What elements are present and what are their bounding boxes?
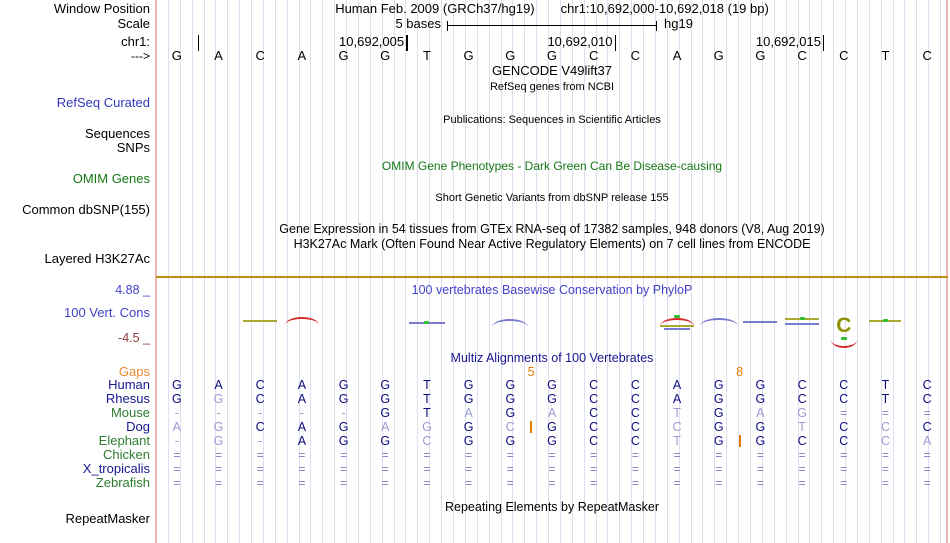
alignment-cell: G (755, 420, 766, 434)
species-label-mouse[interactable]: Mouse (110, 405, 150, 420)
alignment-cell: C (589, 392, 599, 406)
alignment-cell: C (505, 420, 515, 434)
strand-arrow-label: ---> (131, 49, 150, 63)
alignment-cell: G (171, 392, 182, 406)
alignment-cell: = (506, 448, 514, 462)
alignment-cell: = (298, 448, 306, 462)
alignment-cell: = (173, 462, 181, 476)
scale-label: Scale (117, 16, 150, 31)
alignment-cell: = (840, 448, 848, 462)
alignment-cell: = (881, 448, 889, 462)
alignment-cell: G (505, 378, 516, 392)
base-letter: A (297, 48, 307, 63)
mark-layer-bar (785, 323, 819, 325)
species-label-human[interactable]: Human (108, 377, 150, 392)
alignment-cell: G (463, 434, 474, 448)
alignment-cell: C (255, 392, 265, 406)
alignment-cell: C (839, 392, 849, 406)
base-letter: G (171, 48, 182, 63)
publications-title[interactable]: Publications: Sequences in Scientific Articles (443, 114, 661, 126)
alignment-cell: C (797, 378, 807, 392)
alignment-cell: C (922, 392, 932, 406)
alignment-cell: G (755, 378, 766, 392)
alignment-cell: C (630, 392, 640, 406)
alignment-cell: C (797, 392, 807, 406)
alignment-cell: C (880, 434, 890, 448)
base-letter: C (797, 48, 807, 63)
alignment-cell: G (338, 420, 349, 434)
alignment-cell: - (174, 434, 179, 448)
alignment-cell: = (423, 448, 431, 462)
mark-layer-dot (800, 317, 805, 320)
alignment-cell: C (630, 434, 640, 448)
alignment-cell: = (215, 476, 223, 490)
alignment-cell: G (755, 392, 766, 406)
window-position-label: Window Position (53, 1, 150, 16)
alignment-cell: G (213, 392, 224, 406)
mark-layer-bar (660, 325, 694, 327)
alignment-cell: - (174, 406, 179, 420)
alignment-cell: C (589, 434, 599, 448)
alignment-cell: = (923, 476, 931, 490)
alignment-cell: = (465, 462, 473, 476)
alignment-cell: A (381, 420, 390, 434)
scale-genome-label: hg19 (664, 16, 693, 31)
base-letter: A (214, 48, 223, 63)
refseq-curated-label[interactable]: RefSeq Curated (56, 95, 150, 110)
alignment-cell: A (672, 392, 682, 406)
alignment-cell: C (255, 420, 265, 434)
repeatmasker-label[interactable]: RepeatMasker (65, 511, 150, 526)
base-letter: G (755, 48, 766, 63)
h3k27ac-sub-title[interactable]: H3K27Ac Mark (Often Found Near Active Regulatory Elements) on 7 cell lines from ENCODE (293, 237, 811, 251)
alignment-cell: T (423, 392, 431, 406)
species-label-chicken[interactable]: Chicken (103, 447, 150, 462)
alignment-cell: - (258, 434, 263, 448)
base-letter: C (588, 48, 599, 63)
mark-layer-arcup (492, 319, 528, 327)
mark-layer-dot (424, 321, 429, 324)
cons-max-label: 4.88 _ (115, 283, 150, 297)
alignment-cell: G (463, 392, 474, 406)
alignment-cell: = (923, 462, 931, 476)
alignment-cell: = (590, 448, 598, 462)
alignment-cell: C (630, 420, 640, 434)
alignment-cell: T (798, 420, 806, 434)
alignment-cell: = (715, 476, 723, 490)
base-letter: G (380, 48, 391, 63)
alignment-cell: = (798, 476, 806, 490)
alignment-cell: = (756, 476, 764, 490)
mark-layer-char: C (836, 314, 852, 337)
alignment-cell: G (505, 434, 516, 448)
alignment-cell: C (630, 378, 640, 392)
alignment-cell: G (505, 392, 516, 406)
alignment-cell: C (922, 420, 932, 434)
multiz-title[interactable]: Multiz Alignments of 100 Vertebrates (450, 351, 654, 365)
gap-size-number: 5 (527, 365, 535, 379)
alignment-cell: = (590, 462, 598, 476)
alignment-cell: G (380, 392, 391, 406)
chr1-label: chr1: (121, 34, 150, 49)
alignment-cell: = (340, 448, 348, 462)
cons-min-label: -4.5 _ (118, 331, 150, 345)
h3k27ac-baseline (156, 276, 948, 278)
alignment-cell: G (380, 434, 391, 448)
alignment-cell: - (258, 406, 263, 420)
base-letter: C (630, 48, 641, 63)
alignment-cell: G (547, 434, 557, 448)
base-letter: C (255, 48, 265, 63)
alignment-cell: T (673, 406, 681, 420)
ruler-tick-label: 10,692,010 (547, 34, 613, 49)
alignment-cell: C (839, 378, 849, 392)
dbsnp-sub-title[interactable]: Short Genetic Variants from dbSNP release 155 (435, 192, 669, 204)
base-letter: T (881, 48, 890, 63)
alignment-cell: = (881, 476, 889, 490)
alignment-cell: = (423, 476, 431, 490)
alignment-cell: = (881, 406, 889, 420)
alignment-cell: G (797, 406, 807, 420)
omim-phenotypes-title[interactable]: OMIM Gene Phenotypes - Dark Green Can Be Disease-causing (381, 159, 723, 173)
base-letter: C (922, 48, 932, 63)
alignment-cell: A (756, 406, 765, 420)
species-label-elephant[interactable]: Elephant (98, 433, 150, 448)
alignment-cell: = (631, 462, 639, 476)
alignment-cell: - (341, 406, 346, 420)
alignment-cell: G (713, 378, 724, 392)
mark-layer-arcup (700, 318, 738, 326)
alignment-cell: G (505, 406, 516, 420)
alignment-cell: G (713, 392, 724, 406)
alignment-cell: = (465, 476, 473, 490)
alignment-cell: C (255, 378, 265, 392)
alignment-cell: - (299, 406, 304, 420)
assembly-title: Human Feb. 2009 (GRCh37/hg19) (335, 1, 535, 16)
mark-layer-arcdown (831, 340, 857, 348)
alignment-cell: = (756, 462, 764, 476)
base-letter: G (505, 48, 516, 63)
scale-bases-label: 5 bases (395, 16, 441, 31)
alignment-cell: = (256, 476, 264, 490)
base-letter: G (338, 48, 349, 63)
species-label-zebrafish[interactable]: Zebrafish (95, 475, 150, 490)
phylop-title[interactable]: 100 vertebrates Basewise Conservation by PhyloP (411, 283, 693, 297)
alignment-cell: G (213, 434, 224, 448)
alignment-cell: = (673, 462, 681, 476)
alignment-cell: A (297, 420, 307, 434)
alignment-cell: = (256, 462, 264, 476)
alignment-cell: G (380, 378, 391, 392)
mark-layer-arcup (285, 317, 319, 325)
alignment-cell: G (755, 434, 766, 448)
alignment-cell: = (798, 462, 806, 476)
alignment-cell: G (213, 420, 224, 434)
alignment-cell: = (840, 462, 848, 476)
alignment-cell: C (922, 378, 932, 392)
alignment-cell: = (715, 448, 723, 462)
alignment-cell: = (506, 462, 514, 476)
alignment-cell: G (422, 420, 432, 434)
gencode-title[interactable]: GENCODE V49lift37 (492, 63, 612, 78)
alignment-cell: = (590, 476, 598, 490)
alignment-cell: G (713, 406, 724, 420)
species-label-rhesus[interactable]: Rhesus (105, 391, 150, 406)
insert-marker-dog (530, 421, 532, 433)
alignment-cell: G (338, 378, 349, 392)
alignment-cell: G (547, 378, 557, 392)
base-letter: G (546, 48, 558, 63)
alignment-cell: = (173, 476, 181, 490)
alignment-cell: A (297, 434, 307, 448)
alignment-cell: = (840, 406, 848, 420)
alignment-cell: = (423, 462, 431, 476)
alignment-cell: G (171, 378, 182, 392)
alignment-cell: = (548, 476, 556, 490)
mark-layer-bar (664, 328, 690, 330)
alignment-cell: A (922, 434, 932, 448)
alignment-cell: G (463, 378, 474, 392)
alignment-cell: A (297, 392, 307, 406)
alignment-cell: C (630, 406, 640, 420)
alignment-cell: C (589, 378, 599, 392)
alignment-cell: = (548, 448, 556, 462)
vert-cons-label[interactable]: 100 Vert. Cons (64, 305, 150, 320)
alignment-cell: C (672, 420, 682, 434)
alignment-cell: A (672, 378, 682, 392)
layered-h3k27ac-label[interactable]: Layered H3K27Ac (44, 251, 150, 266)
alignment-cell: C (589, 420, 599, 434)
alignment-cell: A (297, 378, 307, 392)
alignment-cell: = (173, 448, 181, 462)
alignment-cell: = (631, 448, 639, 462)
gtex-title[interactable]: Gene Expression in 54 tissues from GTEx RNA-seq of 17382 samples, 948 donors (V8, Aug 2019) (279, 222, 825, 236)
position-title: chr1:10,692,000-10,692,018 (19 bp) (560, 1, 769, 16)
omim-genes-label[interactable]: OMIM Genes (72, 171, 150, 186)
insert-marker-elephant (739, 435, 741, 447)
alignment-cell: G (338, 392, 349, 406)
base-letter: A (672, 48, 682, 63)
alignment-cell: G (713, 434, 724, 448)
alignment-cell: = (340, 462, 348, 476)
alignment-cell: = (506, 476, 514, 490)
mark-layer-bar (743, 321, 777, 323)
base-letter: G (713, 48, 724, 63)
alignment-cell: A (464, 406, 473, 420)
snps-label[interactable]: SNPs (116, 140, 150, 155)
alignment-cell: = (673, 448, 681, 462)
alignment-cell: T (881, 378, 890, 392)
alignment-cell: = (340, 476, 348, 490)
alignment-cell: = (381, 462, 389, 476)
alignment-cell: = (923, 406, 931, 420)
alignment-cell: = (215, 462, 223, 476)
alignment-cell: = (548, 462, 556, 476)
alignment-cell: C (589, 406, 599, 420)
alignment-cell: = (631, 476, 639, 490)
alignment-cell: = (298, 476, 306, 490)
alignment-cell: = (215, 448, 223, 462)
alignment-cell: C (839, 420, 849, 434)
alignment-cell: = (381, 476, 389, 490)
alignment-cell: = (798, 448, 806, 462)
common-dbsnp-label[interactable]: Common dbSNP(155) (22, 202, 150, 217)
alignment-cell: = (673, 476, 681, 490)
alignment-cell: G (547, 420, 557, 434)
base-letter: C (839, 48, 849, 63)
alignment-cell: - (216, 406, 221, 420)
sequences-label[interactable]: Sequences (84, 126, 150, 141)
ruler-tick-label: 10,692,005 (339, 34, 405, 49)
alignment-cell: T (881, 392, 890, 406)
ruler-tick-label: 10,692,015 (755, 34, 821, 49)
species-label-dog[interactable]: Dog (126, 419, 150, 434)
alignment-cell: C (422, 434, 432, 448)
alignment-cell: G (380, 406, 391, 420)
alignment-cell: = (465, 448, 473, 462)
alignment-cell: = (298, 462, 306, 476)
alignment-cell: G (463, 420, 474, 434)
alignment-cell: G (547, 392, 557, 406)
alignment-cell: A (547, 406, 557, 420)
scale-bar (447, 21, 657, 31)
refseq-sub-title[interactable]: RefSeq genes from NCBI (489, 81, 615, 93)
alignment-cell: = (256, 448, 264, 462)
alignment-cell: = (923, 448, 931, 462)
alignment-cell: A (172, 420, 181, 434)
base-letter: T (422, 48, 431, 63)
mark-layer-dot (883, 319, 888, 322)
header-line (156, 2, 948, 16)
alignment-cell: G (338, 434, 349, 448)
alignment-cell: = (881, 462, 889, 476)
alignment-cell: C (797, 434, 807, 448)
alignment-cell: C (839, 434, 849, 448)
alignment-cell: G (713, 420, 724, 434)
base-letter: G (463, 48, 474, 63)
gaps-label: Gaps (118, 364, 150, 379)
gap-size-number: 8 (736, 365, 744, 379)
alignment-cell: T (673, 434, 681, 448)
species-label-x_tropicalis[interactable]: X_tropicalis (82, 461, 150, 476)
alignment-cell: C (880, 420, 890, 434)
alignment-cell: A (214, 378, 223, 392)
alignment-cell: = (715, 462, 723, 476)
alignment-cell: = (840, 476, 848, 490)
mark-layer-bar (243, 320, 277, 322)
repeatmasker-title-title[interactable]: Repeating Elements by RepeatMasker (444, 500, 659, 514)
alignment-cell: = (381, 448, 389, 462)
alignment-cell: T (423, 378, 431, 392)
alignment-cell: = (756, 448, 764, 462)
alignment-cell: T (423, 406, 431, 420)
